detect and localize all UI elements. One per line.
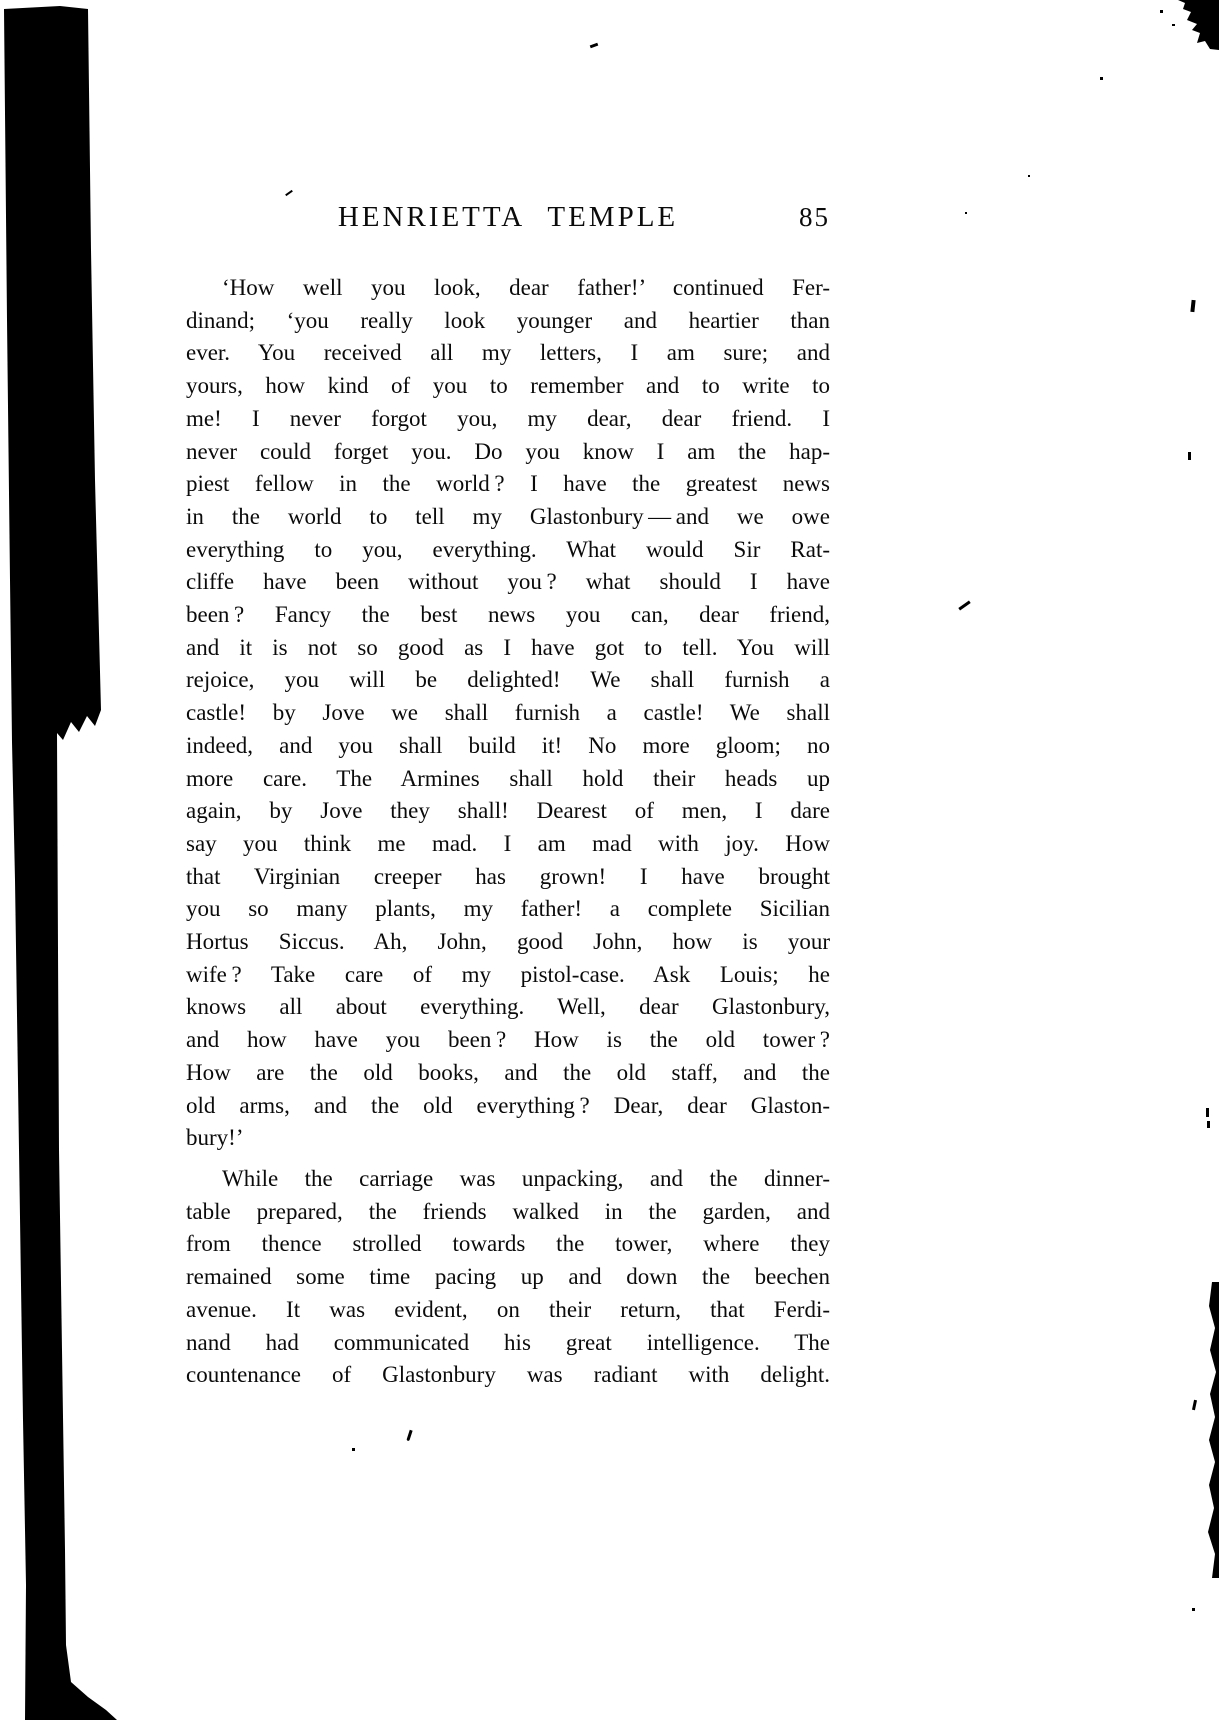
text-line: dinand; ‘you really look younger and heartier than (186, 307, 830, 333)
text-line: How are the old books, and the old staff, and the (186, 1059, 830, 1085)
scan-tick (1188, 452, 1191, 460)
scan-tick (1192, 1400, 1197, 1410)
running-header (186, 200, 830, 234)
scan-speck (1100, 77, 1103, 80)
text-line: wife ? Take care of my pistol-case. Ask Louis; he (186, 961, 830, 987)
text-line: that Virginian creeper has grown! I have brought (186, 863, 830, 889)
text-line: and it is not so good as I have got to tell. You will (186, 634, 830, 660)
text-line: Hortus Siccus. Ah, John, good John, how is your (186, 929, 830, 955)
page-content (186, 200, 830, 1392)
scan-tick (1207, 1121, 1210, 1128)
text-line: old arms, and the old everything ? Dear, dear Glaston- (186, 1092, 830, 1118)
text-line: you so many plants, my father! a complete Sicilian (186, 896, 830, 922)
text-line: been ? Fancy the best news you can, dear friend, (186, 602, 830, 628)
text-line: bury!’ (186, 1125, 244, 1151)
text-line: me! I never forgot you, my dear, dear friend. I (186, 405, 830, 431)
scan-speck (1160, 10, 1163, 13)
text-line: say you think me mad. I am mad with joy. How (186, 830, 830, 856)
text-line: again, by Jove they shall! Dearest of men, I dare (186, 798, 830, 824)
text-line: nand had communicated his great intelligence. The (186, 1329, 830, 1355)
text-line: from thence strolled towards the tower, where they (186, 1231, 830, 1257)
scan-speck (965, 212, 967, 214)
page-number: 85 (799, 202, 830, 232)
text-line: cliffe have been without you ? what should I have (186, 569, 830, 595)
text-line: countenance of Glastonbury was radiant with delight. (186, 1362, 830, 1388)
text-line: table prepared, the friends walked in the garden, and (186, 1198, 830, 1224)
scan-speck (1028, 175, 1030, 177)
scan-comma-mark (406, 1430, 412, 1441)
text-line: While the carriage was unpacking, and the dinner- (222, 1165, 830, 1191)
left-gutter-scan-bar (0, 0, 130, 1720)
text-line: ever. You received all my letters, I am sure; and (186, 340, 830, 366)
text-line: avenue. It was evident, on their return, that Ferdi- (186, 1296, 830, 1322)
top-right-scan-blob (1150, 0, 1219, 52)
scan-speck (352, 1448, 355, 1451)
text-line: rejoice, you will be delighted! We shall furnish a (186, 667, 830, 693)
page-title: HENRIETTA TEMPLE (337, 201, 679, 233)
right-edge-scan-strip (1202, 1282, 1219, 1578)
text-line: indeed, and you shall build it! No more gloom; no (186, 732, 830, 758)
paragraph-2 (186, 1163, 830, 1392)
scan-tick (285, 190, 293, 196)
body-text (186, 272, 830, 1392)
scan-tick (1190, 300, 1195, 312)
text-line: and how have you been ? How is the old tower ? (186, 1027, 830, 1053)
scan-speck (1172, 24, 1175, 26)
scan-speck (1192, 1608, 1195, 1611)
text-line: castle! by Jove we shall furnish a castle! We shall (186, 700, 830, 726)
text-line: piest fellow in the world ? I have the greatest news (186, 471, 830, 497)
text-line: everything to you, everything. What would Sir Rat- (186, 536, 830, 562)
scan-tick (590, 43, 599, 49)
scan-tick (958, 601, 970, 611)
text-line: remained some time pacing up and down the beechen (186, 1264, 830, 1290)
paragraph-1 (186, 272, 830, 1155)
text-line: more care. The Armines shall hold their heads up (186, 765, 830, 791)
text-line: knows all about everything. Well, dear Glastonbury, (186, 994, 830, 1020)
scan-tick (1206, 1108, 1209, 1117)
text-line: yours, how kind of you to remember and to write to (186, 373, 830, 399)
text-line: never could forget you. Do you know I am the hap- (186, 438, 830, 464)
text-line: in the world to tell my Glastonbury — and we owe (186, 503, 830, 529)
text-line: ‘How well you look, dear father!’ continued Fer- (222, 275, 830, 300)
